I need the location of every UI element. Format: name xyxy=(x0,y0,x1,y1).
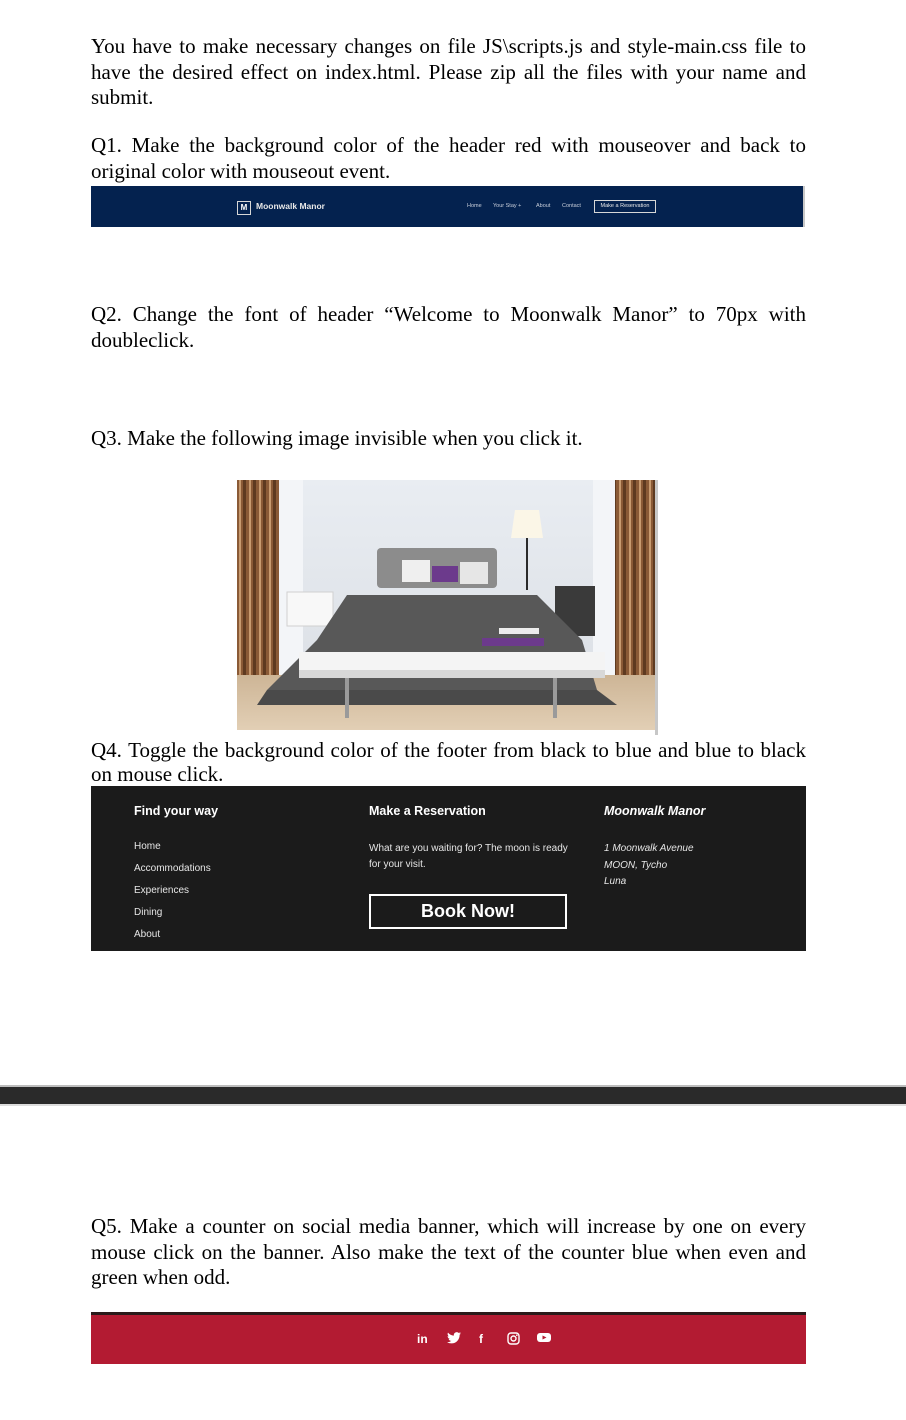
linkedin-icon[interactable]: in xyxy=(417,1332,428,1346)
q2-text: Q2. Change the font of header “Welcome to Moonwalk Manor” to 70px with doubleclick. xyxy=(91,302,806,352)
bedroom-illustration xyxy=(237,480,655,730)
youtube-icon[interactable] xyxy=(537,1332,551,1346)
bedroom-image[interactable] xyxy=(237,480,655,730)
footer-reservation-text: What are you waiting for? The moon is ready for your visit. xyxy=(369,843,568,870)
footer-col2-title: Make a Reservation xyxy=(369,804,486,818)
reservation-button[interactable]: Make a Reservation xyxy=(594,200,656,213)
image-edge xyxy=(655,480,658,735)
facebook-icon[interactable]: f xyxy=(479,1332,483,1346)
footer-link-about[interactable]: About xyxy=(134,929,161,940)
twitter-icon[interactable] xyxy=(447,1332,461,1346)
footer-col3-title: Moonwalk Manor xyxy=(604,804,706,818)
address-line-1: 1 Moonwalk Avenue xyxy=(604,843,694,854)
address-line-2: MOON, Tycho xyxy=(604,859,668,871)
page-break-bottom xyxy=(0,1104,906,1106)
social-media-banner[interactable] xyxy=(91,1312,806,1364)
footer-col1-title: Find your way xyxy=(134,804,219,818)
footer-link-home[interactable]: Home xyxy=(134,841,161,852)
instagram-icon[interactable] xyxy=(507,1332,520,1346)
nav-about[interactable]: About xyxy=(536,203,551,209)
q5-text: Q5. Make a counter on social media banner, which will increase by one on every mouse click on the banner. Also make the text of the counter blue when even and green when odd. xyxy=(91,1214,806,1289)
footer-link-experiences[interactable]: Experiences xyxy=(134,885,190,896)
nav-contact[interactable]: Contact xyxy=(562,203,581,209)
header-brand[interactable]: Moonwalk Manor xyxy=(256,201,325,211)
book-now-button[interactable]: Book Now! xyxy=(369,894,567,929)
footer-mockup[interactable] xyxy=(91,786,806,951)
footer-link-accommodations[interactable]: Accommodations xyxy=(134,863,211,874)
logo-icon: M xyxy=(237,201,251,215)
q4-text: Q4. Toggle the background color of the footer from black to blue and blue to black on mouse click. xyxy=(91,738,806,786)
q1-text: Q1. Make the background color of the header red with mouseover and back to original color with mouseout event. xyxy=(91,133,806,183)
nav-your-stay[interactable]: Your Stay + xyxy=(493,203,522,209)
header-mockup xyxy=(91,186,805,227)
q3-text: Q3. Make the following image invisible when you click it. xyxy=(91,426,583,450)
page-break-bar xyxy=(0,1087,906,1104)
footer-address xyxy=(604,841,694,891)
address-line-3: Luna xyxy=(604,876,627,887)
intro-text: You have to make necessary changes on file JS\scripts.js and style-main.css file to have the desired effect on index.html. Please zip all the files with your name and submit. xyxy=(91,34,806,109)
nav-home[interactable]: Home xyxy=(467,203,482,209)
footer-link-dining[interactable]: Dining xyxy=(134,907,163,918)
